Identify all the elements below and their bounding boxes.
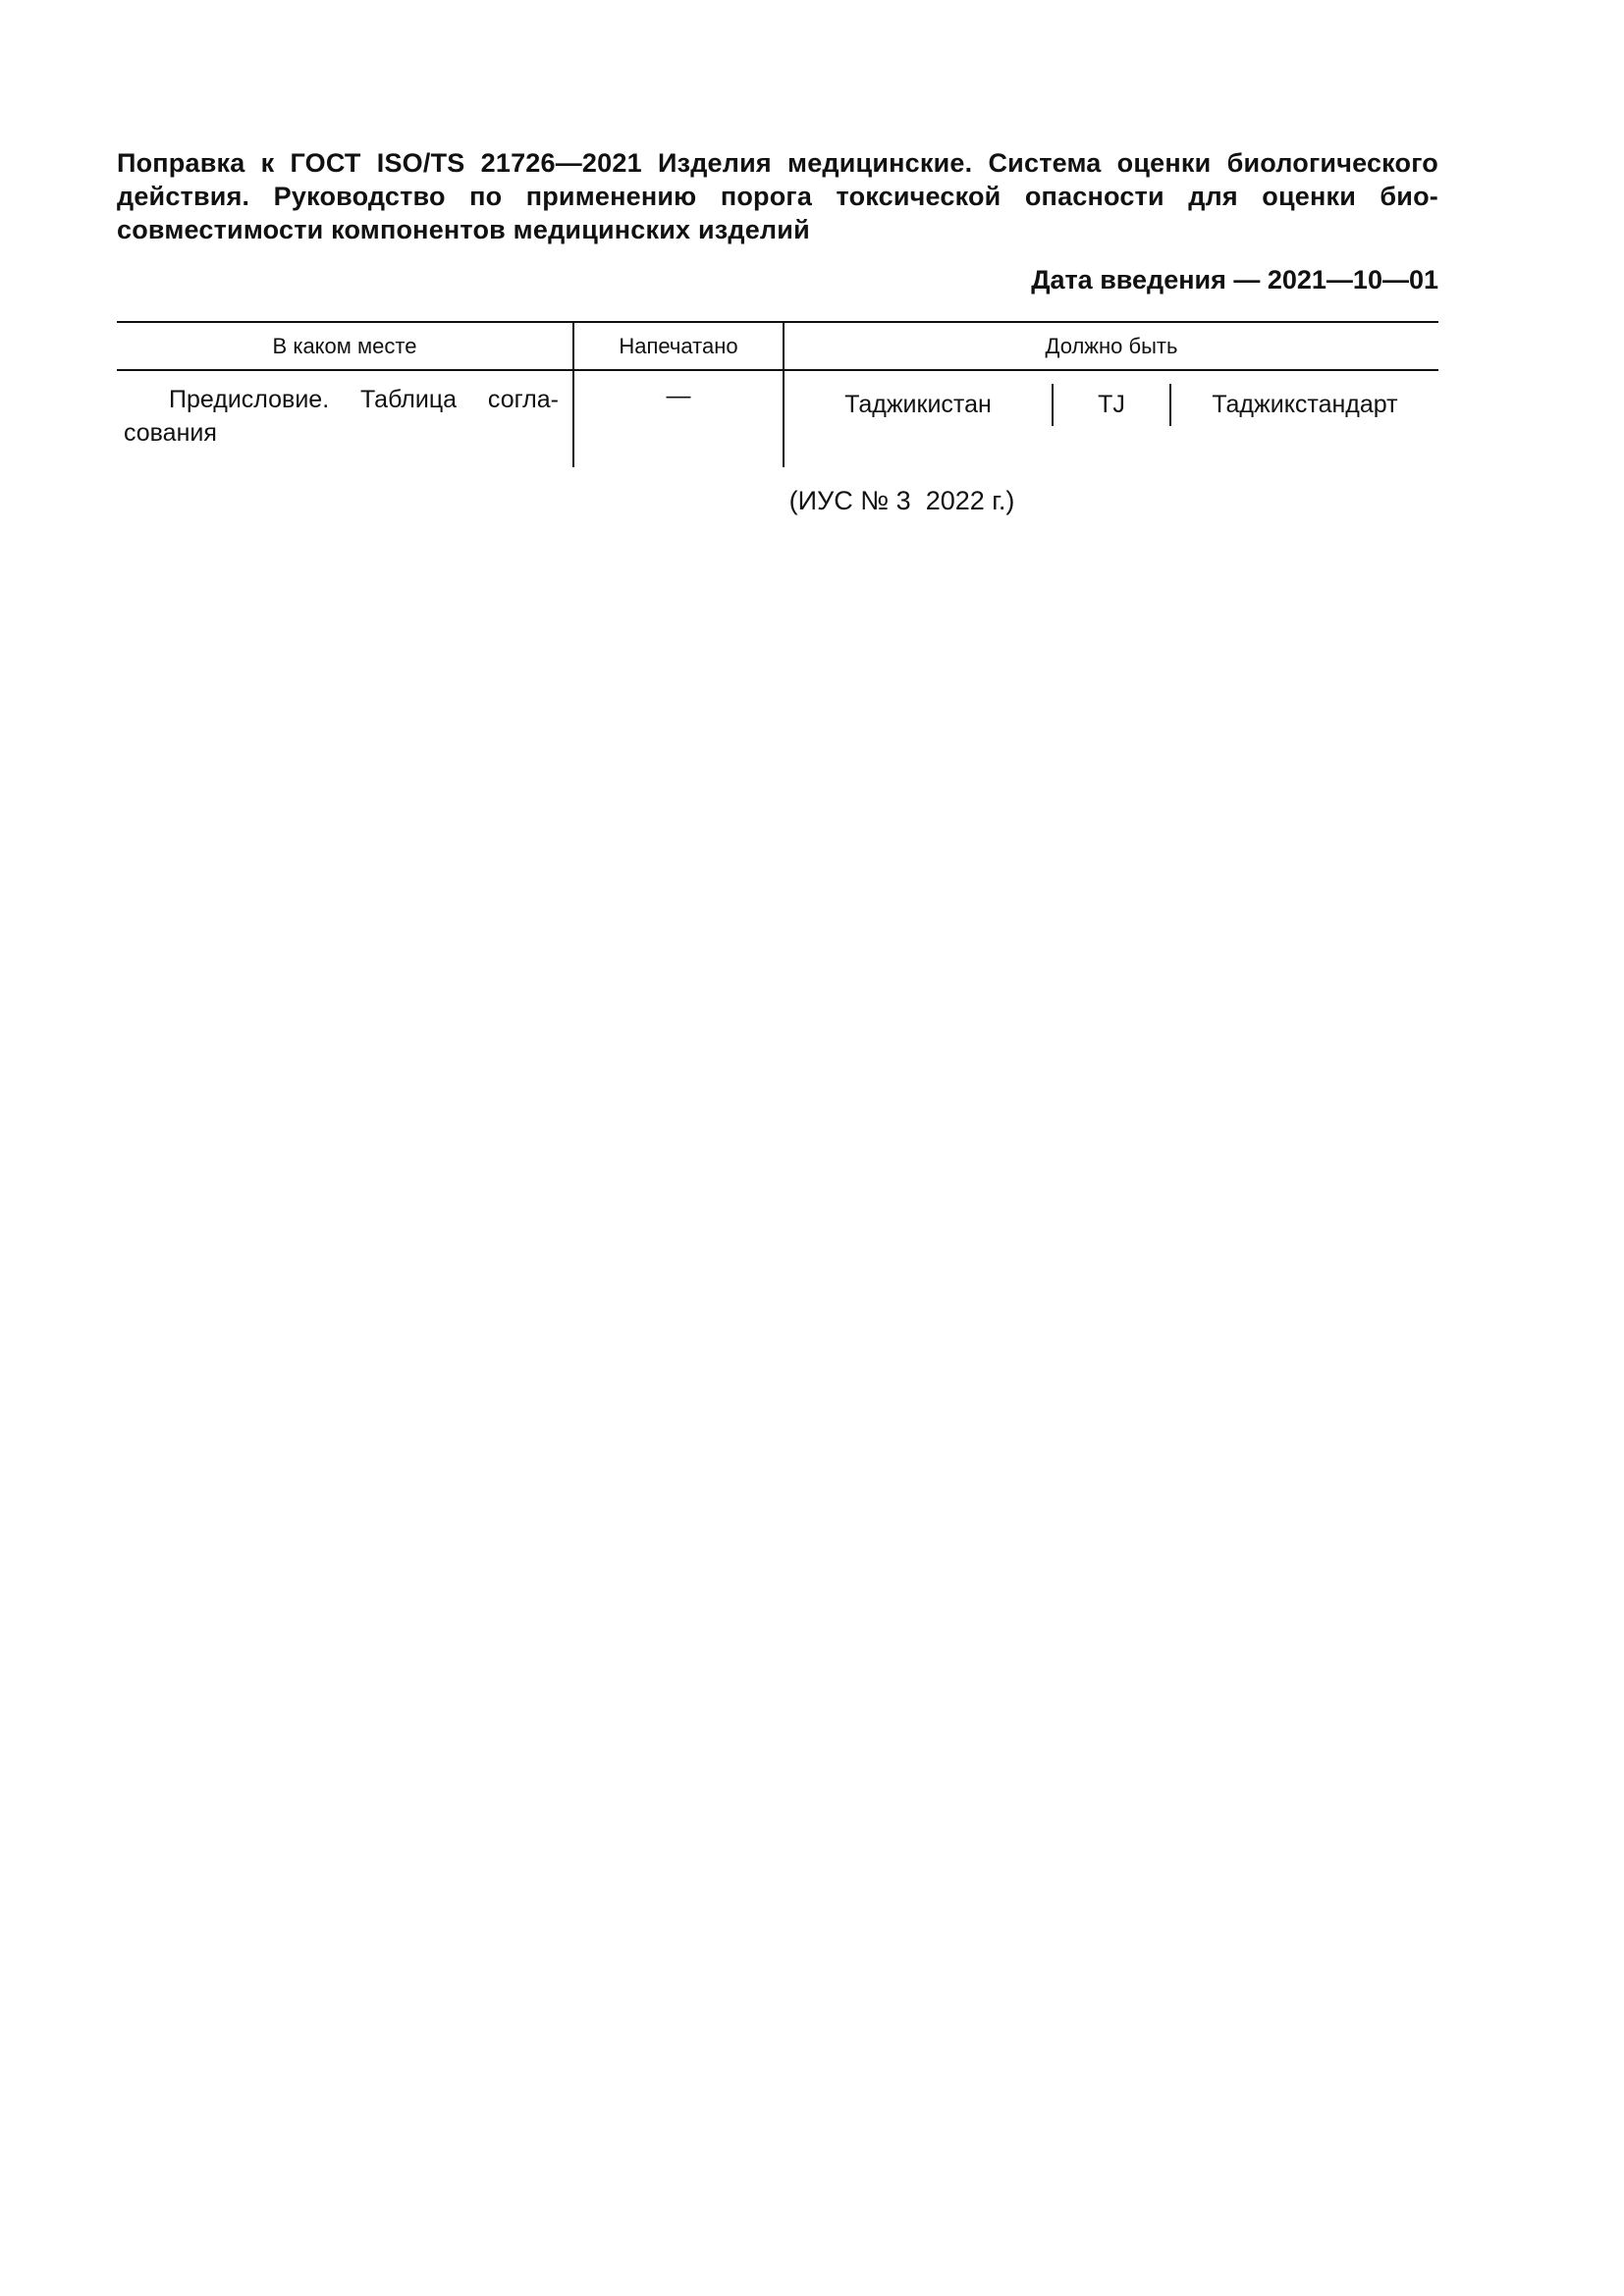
- should-be-code: TJ: [1054, 384, 1171, 426]
- cell-place: Предисловие. Таблица согла-сования: [117, 370, 573, 467]
- table-row: [117, 370, 1438, 467]
- correction-table: [117, 321, 1438, 467]
- amendment-title: Поправка к ГОСТ ISO/TS 21726—2021 Изделия медицинские. Система оценки биологического действия. Руководство по применению порога токсической опасности для оценки био-совместимости компонентов медицинских изделий: [117, 148, 1438, 244]
- cell-printed: —: [573, 370, 784, 467]
- should-be-grid: [785, 384, 1438, 426]
- table-header-row: [117, 322, 1438, 370]
- ius-reference: (ИУС № 3 2022 г.): [788, 486, 1015, 515]
- effective-date: Дата введения — 2021—10—01: [1031, 265, 1438, 294]
- header-printed: Напечатано: [573, 322, 784, 370]
- should-be-country: Таджикистан: [785, 384, 1054, 426]
- cell-should-be: [784, 370, 1438, 467]
- should-be-body: Таджикстандарт: [1212, 391, 1398, 418]
- header-place: В каком месте: [117, 322, 573, 370]
- header-should-be: Должно быть: [784, 322, 1438, 370]
